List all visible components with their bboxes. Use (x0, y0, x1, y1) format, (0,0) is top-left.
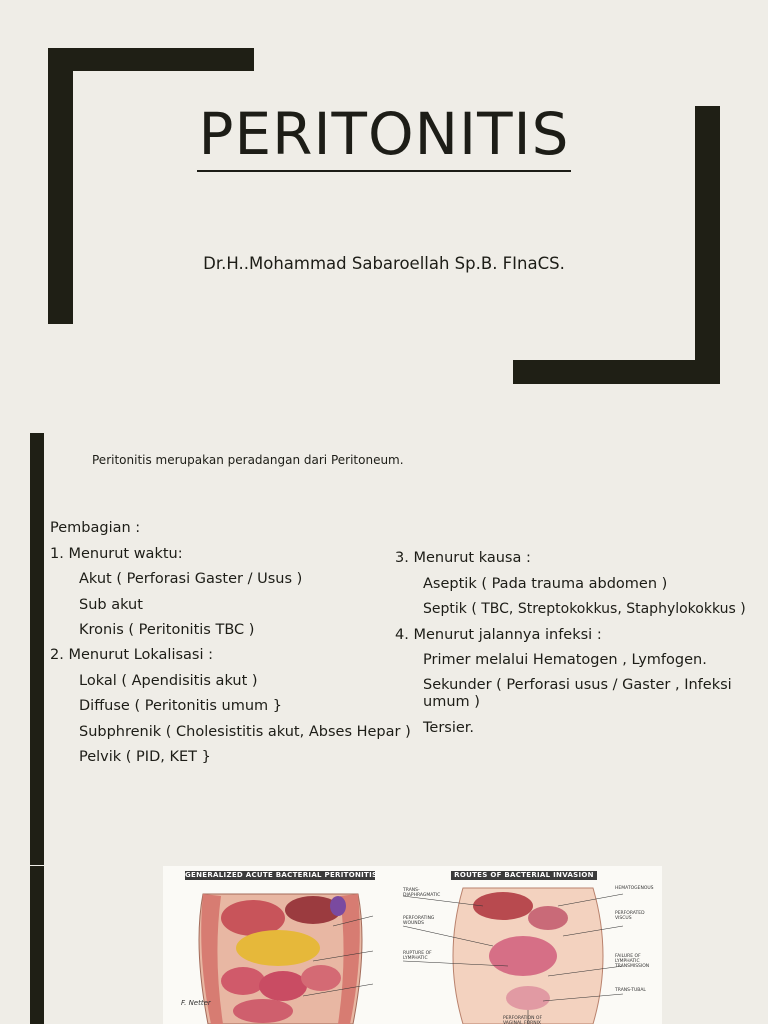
right-line: Aseptik ( Pada trauma abdomen ) (423, 576, 668, 592)
right-line: Sekunder ( Perforasi usus / Gaster , Infeksi umum ) (423, 677, 732, 710)
right-line: 4. Menurut jalannya infeksi : (395, 627, 602, 643)
left-line: Kronis ( Peritonitis TBC ) (79, 622, 255, 638)
stomach-shape-right (528, 906, 568, 930)
figure-label: PERFORATION OF VAGINAL FORNIX (503, 1016, 543, 1024)
figure-label: PERFORATING WOUNDS (403, 916, 435, 926)
frame-top-left-horizontal (48, 48, 254, 71)
left-line: 2. Menurut Lokalisasi : (50, 647, 213, 663)
left-line: Subphrenik ( Cholesistitis akut, Abses Hepar ) (79, 724, 411, 740)
frame-top-left-vertical (48, 48, 73, 324)
author-line: Dr.H..Mohammad Sabaroellah Sp.B. FInaCS. (203, 254, 565, 273)
slide2-left-bar (30, 433, 44, 865)
left-line: Sub akut (79, 597, 143, 613)
figure-label: HEMATOGENOUS (615, 886, 654, 891)
right-line: 3. Menurut kausa : (395, 550, 531, 566)
left-line: Pembagian : (50, 520, 141, 536)
bowel-loop (233, 999, 293, 1023)
slide3-left-bar (30, 866, 44, 1024)
frame-bottom-right-horizontal (513, 360, 720, 384)
omentum-shape (236, 930, 320, 966)
left-line: Diffuse ( Peritonitis umum } (79, 698, 282, 714)
anatomy-figure (163, 866, 662, 1024)
slide-title: PERITONITIS (0, 100, 768, 168)
bowel-loop (301, 965, 341, 991)
pelvis-shape-right (506, 986, 550, 1010)
bowel-loop (221, 967, 265, 995)
spleen-shape (330, 896, 346, 916)
right-line: Primer melalui Hematogen , Lymfogen. (423, 652, 707, 668)
intestine-shape-right (489, 936, 557, 976)
figure-label: TRANS-TUBAL (615, 988, 646, 993)
left-line: Lokal ( Apendisitis akut ) (79, 673, 258, 689)
figure-label: FAILURE OF LYMPHATIC TRANSMISSION (615, 954, 650, 969)
left-line: Pelvik ( PID, KET } (79, 749, 211, 765)
bowel-loop (259, 971, 307, 1001)
left-line: Akut ( Perforasi Gaster / Usus ) (79, 571, 303, 587)
figure-signature: F. Netter (181, 999, 211, 1007)
figure-label: RUPTURE OF LYMPHATIC (403, 951, 432, 961)
intro-text: Peritonitis merupakan peradangan dari Peritoneum. (92, 453, 404, 467)
figure-right-caption: ROUTES OF BACTERIAL INVASION (451, 871, 597, 880)
figure-label: TRANS-DIAPHRAGMATIC (403, 888, 441, 898)
right-line: Septik ( TBC, Streptokokkus, Staphylokokkus ) (423, 601, 746, 617)
right-line: Tersier. (423, 720, 475, 736)
figure-left-caption: GENERALIZED ACUTE BACTERIAL PERITONITIS (185, 871, 378, 879)
figure-label: PERFORATED VISCUS (615, 911, 645, 921)
left-line: 1. Menurut waktu: (50, 546, 183, 562)
